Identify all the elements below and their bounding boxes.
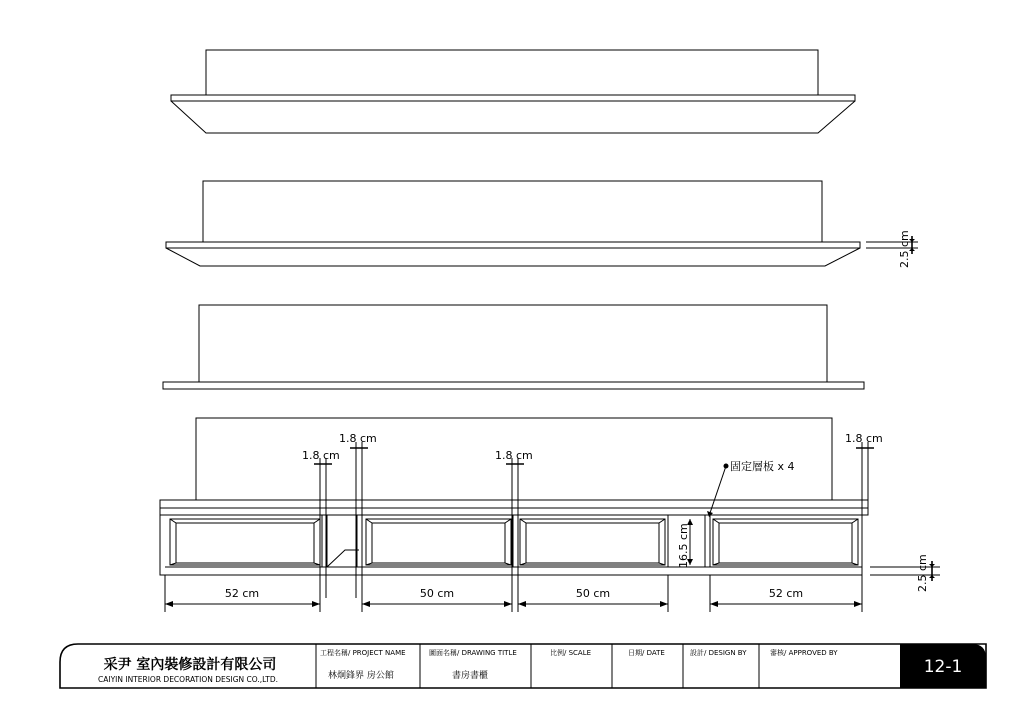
board-label-c: 1.8 cm: [495, 449, 533, 462]
callout-text: 固定層板 x 4: [730, 460, 795, 473]
project-name-caption: 工程名稱/ PROJECT NAME: [320, 649, 406, 657]
shelf-1: [171, 50, 855, 133]
thickness-dimension-lower: [870, 554, 940, 592]
drawing-title-caption: 圖面名稱/ DRAWING TITLE: [429, 649, 517, 657]
board-label-b: 1.8 cm: [339, 432, 377, 445]
board-label-d: 1.8 cm: [845, 432, 883, 445]
height-label: 16.5 cm: [677, 523, 690, 568]
width-dimensions: [165, 575, 862, 612]
drawing-title-value: 書房書櫃: [452, 671, 489, 681]
board-label-a: 1.8 cm: [302, 449, 340, 462]
company-name-en: CAIYIN INTERIOR DECORATION DESIGN CO.,LTD.: [97, 675, 279, 684]
width-label-4: 52 cm: [768, 587, 804, 600]
shelf-3: [163, 305, 864, 389]
height-dimension: [677, 519, 693, 568]
design-by-caption: 設計/ DESIGN BY: [690, 649, 747, 657]
company-name-cn: 采尹 室內裝修設計有限公司: [103, 657, 277, 673]
thickness-dimension-upper: [866, 230, 918, 268]
thickness-label-lower: 2.5 cm: [916, 554, 929, 592]
scale-caption: 比例/ SCALE: [550, 649, 592, 657]
width-label-3: 50 cm: [575, 587, 611, 600]
width-label-1: 52 cm: [224, 587, 260, 600]
thickness-label-upper: 2.5 cm: [898, 230, 911, 268]
date-caption: 日期/ DATE: [628, 649, 665, 657]
width-label-2: 50 cm: [419, 587, 455, 600]
title-block: [60, 644, 986, 688]
approved-by-caption: 審核/ APPROVED BY: [770, 649, 838, 657]
sheet-number: 12-1: [923, 657, 963, 677]
shelf-2: [166, 181, 860, 266]
bottom-cabinet: [160, 418, 868, 575]
project-name-value: 林炯鋒界 房公館: [328, 671, 394, 681]
